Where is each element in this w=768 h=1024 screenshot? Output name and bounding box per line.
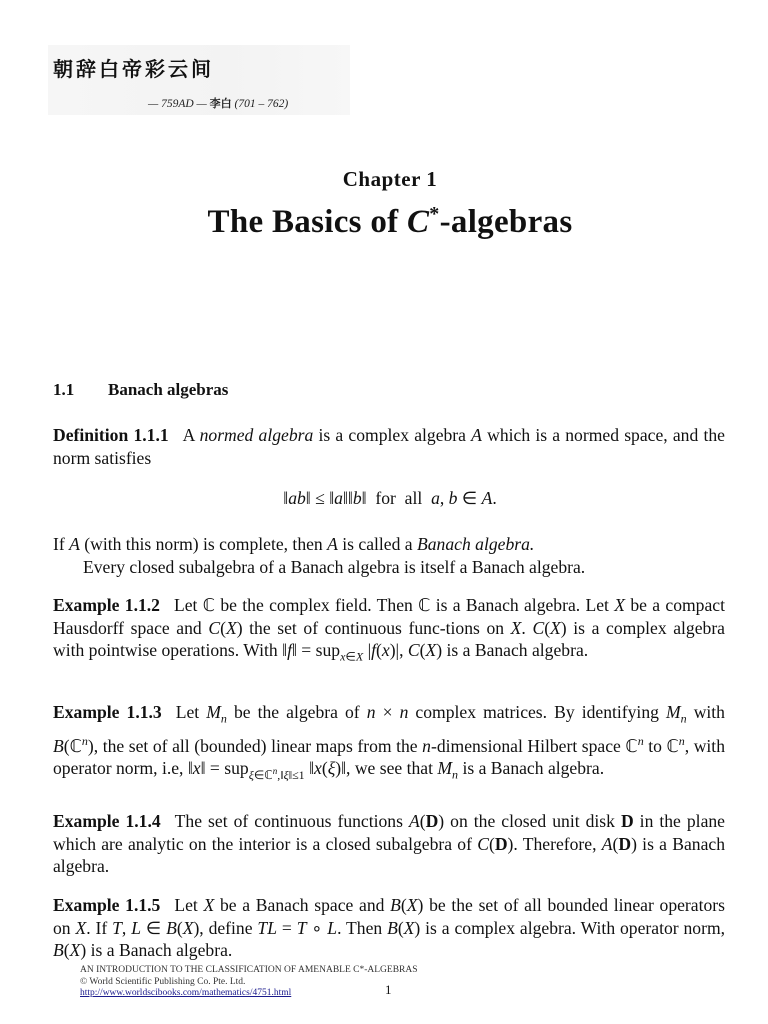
section-heading (53, 380, 228, 400)
book-title: AN INTRODUCTION TO THE CLASSIFICATION OF AMENABLE C*-ALGEBRAS (80, 965, 418, 975)
example-1-1-4: Example 1.1.4 The set of continuous functions A(D) on the closed unit disk D in the plane which are analytic on the interior is a closed subalgebra of C(D). Therefore, A(D) is a Banach algebra. (53, 811, 725, 876)
epigraph (48, 45, 350, 115)
banach-algebra-definition: If A (with this norm) is complete, then A is called a Banach algebra. Every closed subalgebra of a Banach algebra is itself a Banach algebra. (53, 534, 586, 577)
page-number: 1 (385, 982, 392, 997)
copyright-notice: © World Scientific Publishing Co. Pte. Ltd. (80, 976, 246, 987)
epigraph-date: — 759AD — (148, 98, 207, 110)
display-equation: ‖ab‖ ≤ ‖a‖‖b‖ for all a, b ∈ A. (283, 488, 497, 508)
example-1-1-3: Example 1.1.3 Let $M_n$ be the algebra of n × n complex matrices. By identifying $M_n$ with B(ℂ$^n$), the set of all (bounded) linear maps from the n-dimensional Hilbert space ℂ$^n$ to ℂ$^n$, with operator norm, i.e, ‖x‖ = sup$_{\xi\in ℂ^n,‖\xi‖\le 1}$ ‖x(ξ)‖, we see that $M_n$ is a Banach algebra. (53, 702, 725, 782)
example-label: Example 1.1.2 (53, 595, 160, 615)
epigraph-poet: 李白 (209, 97, 232, 110)
chapter-label: Chapter 1 (342, 167, 438, 191)
example-1-1-2: Example 1.1.2 Let ℂ be the complex field. Then ℂ is a Banach algebra. Let X be a compact Hausdorff space and C(X) the set of continuous func-tions on X. C(X) is a complex algebra with pointwise operations. With ‖f‖ = sup$_{x\in X}$ |f(x)|, C(X) is a Banach algebra. (53, 595, 725, 664)
definition-1-1-1: Definition 1.1.1 A normed algebra is a complex algebra A which is a normed space, and the norm satisfies (53, 425, 725, 468)
example-1-1-5: Example 1.1.5 Let X be a Banach space and B(X) be the set of all bounded linear operators on X. If T, L ∈ B(X), define TL = T ∘ L. Then B(X) is a complex algebra. With operator norm, B(X) is a Banach algebra. (53, 895, 726, 960)
section-number: 1.1 (53, 380, 75, 399)
section-title: Banach algebras (108, 380, 229, 399)
epigraph-dates: (701 – 762) (234, 98, 289, 110)
example-label: Example 1.1.4 (53, 811, 161, 831)
chapter-title: The Basics of C*-algebras (207, 203, 573, 240)
publisher-link[interactable]: http://www.worldscibooks.com/mathematics/4751.html (80, 988, 292, 998)
closed-subalgebra-remark: Every closed subalgebra of a Banach algebra is itself a Banach algebra. (83, 556, 586, 577)
example-label: Example 1.1.3 (53, 702, 162, 722)
epigraph-poem: 朝辞白帝彩云间 (53, 57, 214, 81)
page-footer (80, 965, 418, 1000)
example-label: Example 1.1.5 (53, 895, 161, 915)
epigraph-attribution (148, 95, 288, 111)
definition-label: Definition 1.1.1 (53, 425, 169, 445)
